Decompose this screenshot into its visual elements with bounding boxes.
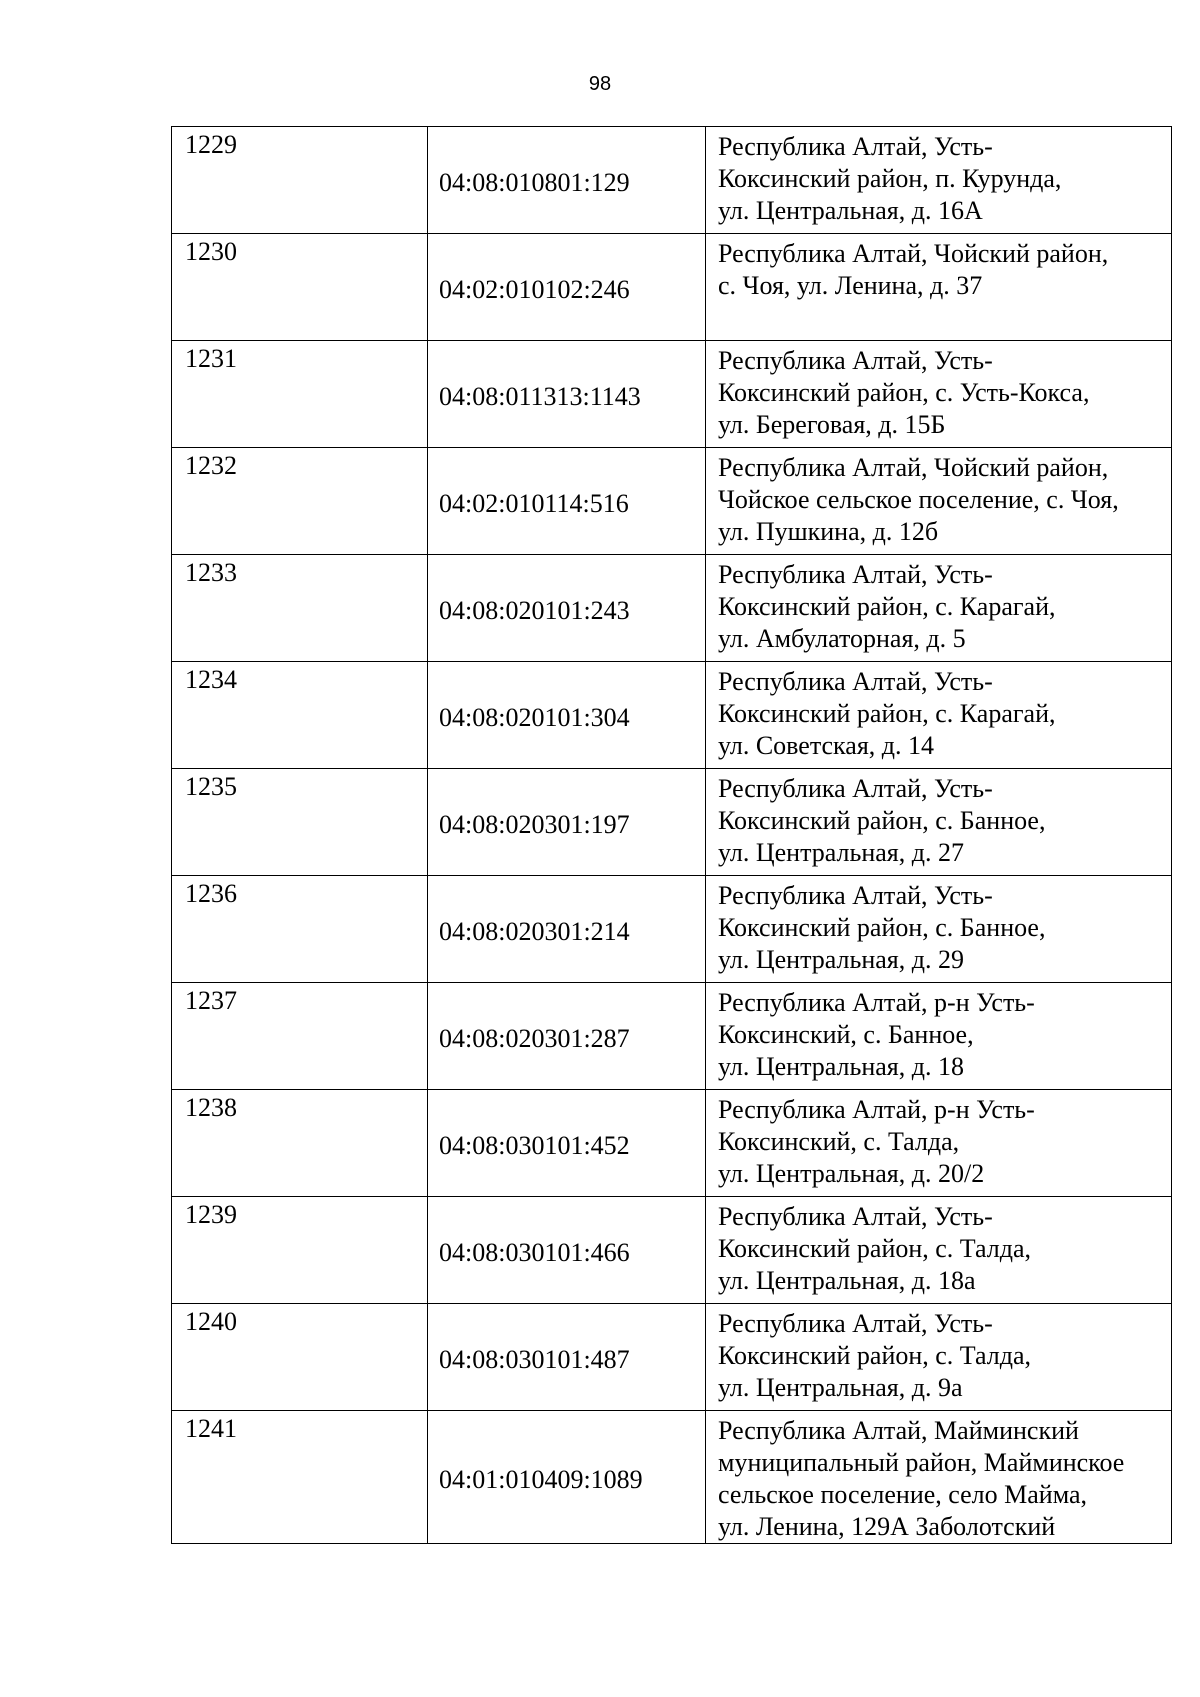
address-line: ул. Центральная, д. 18а [718,1266,976,1295]
address-line: Коксинский, с. Талда, [718,1127,960,1156]
address-line: ул. Амбулаторная, д. 5 [718,624,966,653]
address-line: Республика Алтай, Усть- [718,667,993,696]
address-line: Республика Алтай, Чойский район, [718,239,1109,268]
cadastral-number-cell: 04:02:010102:246 [428,234,706,341]
row-number-cell: 1237 [172,983,428,1090]
address-line: Коксинский, с. Банное, [718,1020,974,1049]
cadastral-number-cell: 04:08:020301:197 [428,769,706,876]
address-line: ул. Ленина, 129А Заболотский [718,1512,1056,1541]
table-row [172,876,1172,983]
table-row [172,555,1172,662]
address-line: ул. Центральная, д. 20/2 [718,1159,985,1188]
address-line: Республика Алтай, Усть- [718,1202,993,1231]
cadastral-number-cell: 04:08:020101:243 [428,555,706,662]
table-row [172,234,1172,341]
table-row [172,1197,1172,1304]
address-line: муниципальный район, Майминское [718,1448,1125,1477]
address-line: с. Чоя, ул. Ленина, д. 37 [718,271,983,300]
address-line: Республика Алтай, Майминский [718,1416,1079,1445]
address-line: ул. Центральная, д. 16А [718,196,983,225]
cadastral-number-cell: 04:08:020301:214 [428,876,706,983]
address-line: ул. Центральная, д. 27 [718,838,964,867]
cadastral-number-cell: 04:08:030101:466 [428,1197,706,1304]
row-number-cell: 1231 [172,341,428,448]
address-line: Коксинский район, с. Усть-Кокса, [718,378,1090,407]
address-cell [706,662,1172,769]
row-number-cell: 1238 [172,1090,428,1197]
address-cell [706,448,1172,555]
table-row [172,127,1172,234]
address-line: Республика Алтай, Чойский район, [718,453,1109,482]
cadastral-number-cell: 04:02:010114:516 [428,448,706,555]
address-line: Республика Алтай, Усть- [718,1309,993,1338]
cadastral-number-cell: 04:08:010801:129 [428,127,706,234]
address-line: Республика Алтай, р-н Усть- [718,1095,1035,1124]
address-line: Республика Алтай, Усть- [718,560,993,589]
address-cell [706,1197,1172,1304]
row-number-cell: 1232 [172,448,428,555]
row-number-cell: 1241 [172,1411,428,1544]
table-row [172,1411,1172,1544]
address-line: ул. Центральная, д. 9а [718,1373,963,1402]
address-cell [706,127,1172,234]
address-line: ул. Центральная, д. 29 [718,945,964,974]
row-number-cell: 1235 [172,769,428,876]
address-line: Республика Алтай, Усть- [718,346,993,375]
address-cell [706,555,1172,662]
address-line: Чойское сельское поселение, с. Чоя, [718,485,1119,514]
table-row [172,983,1172,1090]
address-line: Коксинский район, с. Карагай, [718,592,1056,621]
cadastral-number-cell: 04:08:030101:452 [428,1090,706,1197]
row-number-cell: 1240 [172,1304,428,1411]
address-cell [706,1304,1172,1411]
address-cell [706,1090,1172,1197]
row-number-cell: 1234 [172,662,428,769]
address-cell [706,234,1172,341]
row-number-cell: 1230 [172,234,428,341]
address-line: Республика Алтай, Усть- [718,774,993,803]
address-line: сельское поселение, село Майма, [718,1480,1088,1509]
address-cell [706,769,1172,876]
address-line: ул. Центральная, д. 18 [718,1052,964,1081]
address-cell [706,983,1172,1090]
row-number-cell: 1239 [172,1197,428,1304]
property-table-body [172,127,1172,1544]
cadastral-number-cell: 04:08:020101:304 [428,662,706,769]
row-number-cell: 1233 [172,555,428,662]
page-number: 98 [588,73,612,95]
address-line: ул. Пушкина, д. 12б [718,517,939,546]
row-number-cell: 1236 [172,876,428,983]
cadastral-number-cell: 04:08:011313:1143 [428,341,706,448]
address-line: Коксинский район, с. Банное, [718,806,1046,835]
address-cell [706,1411,1172,1544]
cadastral-number-cell: 04:08:030101:487 [428,1304,706,1411]
address-line: Республика Алтай, Усть- [718,132,993,161]
property-table [171,126,1172,1544]
address-line: Коксинский район, п. Курунда, [718,164,1062,193]
address-line: Республика Алтай, Усть- [718,881,993,910]
row-number-cell: 1229 [172,127,428,234]
table-row [172,1304,1172,1411]
address-line: ул. Береговая, д. 15Б [718,410,946,439]
cadastral-number-cell: 04:08:020301:287 [428,983,706,1090]
table-row [172,448,1172,555]
table-row [172,662,1172,769]
address-line: Коксинский район, с. Талда, [718,1234,1032,1263]
address-line: Коксинский район, с. Банное, [718,913,1046,942]
table-row [172,769,1172,876]
cadastral-number-cell: 04:01:010409:1089 [428,1411,706,1544]
address-cell [706,341,1172,448]
table-row [172,1090,1172,1197]
address-cell [706,876,1172,983]
address-line: ул. Советская, д. 14 [718,731,935,760]
address-line: Коксинский район, с. Талда, [718,1341,1032,1370]
table-row [172,341,1172,448]
address-line: Республика Алтай, р-н Усть- [718,988,1035,1017]
address-line: Коксинский район, с. Карагай, [718,699,1056,728]
